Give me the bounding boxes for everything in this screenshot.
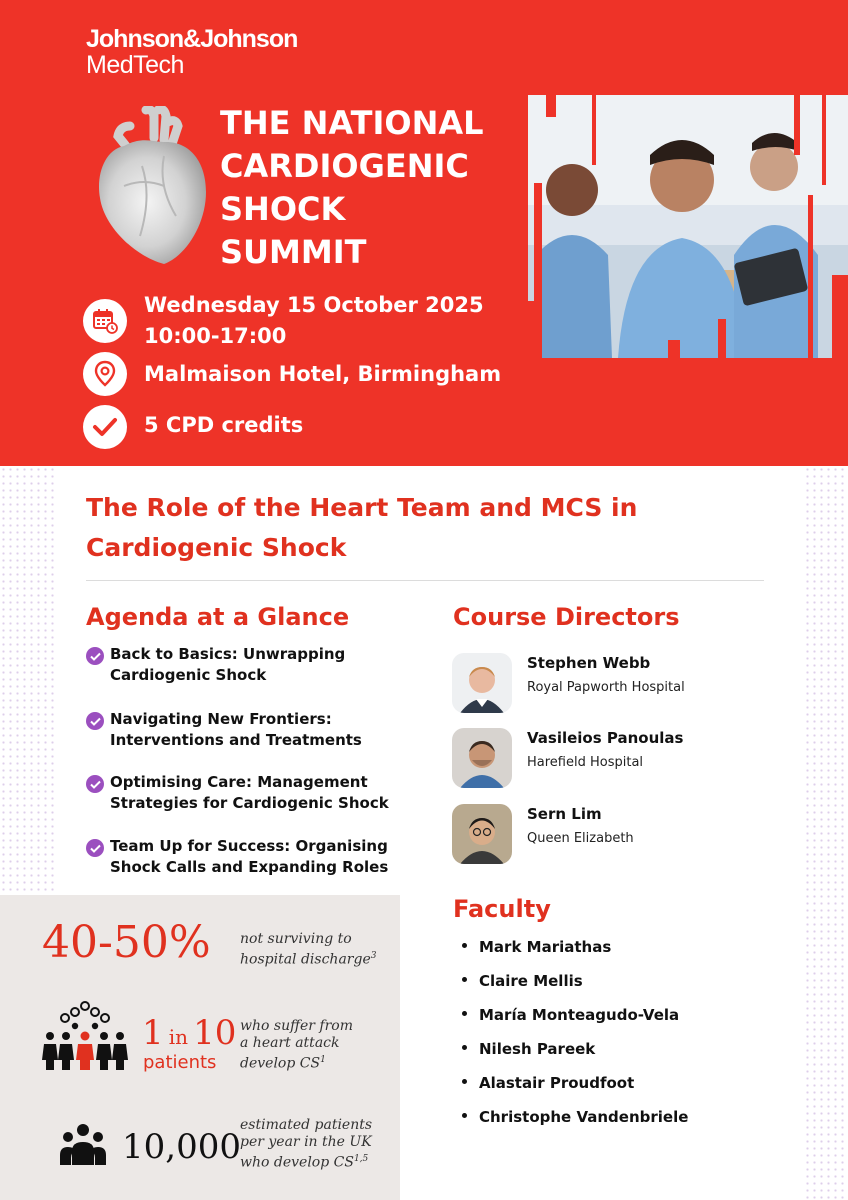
cpd-credits: 5 CPD credits xyxy=(144,413,304,437)
faculty-name: Nilesh Pareek xyxy=(479,1040,596,1058)
stat-ref: 1,5 xyxy=(353,1154,369,1164)
stat-ratio-den: 10 xyxy=(193,1013,237,1053)
event-time: 10:00-17:00 xyxy=(144,324,287,348)
directors-heading: Course Directors xyxy=(453,603,680,631)
agenda-item xyxy=(86,836,406,878)
decorative-dots-right xyxy=(804,466,848,1200)
faculty-name: María Monteagudo-Vela xyxy=(479,1006,680,1024)
stat-ratio-in: in xyxy=(168,1025,189,1049)
event-subtitle: The Role of the Heart Team and MCS in Cardiogenic Shock xyxy=(86,493,638,562)
location-pin-icon xyxy=(83,352,127,396)
people-icon xyxy=(60,1123,106,1165)
director-name: Vasileios Panoulas xyxy=(527,729,684,747)
title-line: SHOCK xyxy=(220,190,346,228)
people-group-icon xyxy=(42,1000,128,1070)
stat-ratio-desc xyxy=(240,1018,353,1073)
agenda-item-line: Team Up for Success: Organising xyxy=(110,837,388,855)
faculty-member xyxy=(462,1074,634,1092)
event-title xyxy=(220,102,484,274)
check-icon xyxy=(86,647,104,665)
agenda-item-line: Optimising Care: Management xyxy=(110,773,368,791)
event-venue: Malmaison Hotel, Birmingham xyxy=(144,362,502,386)
check-icon xyxy=(86,839,104,857)
agenda-heading: Agenda at a Glance xyxy=(86,603,350,631)
stat-line: not surviving to xyxy=(240,931,352,947)
faculty-heading: Faculty xyxy=(453,895,551,923)
stat-line: per year in the UK xyxy=(240,1134,372,1150)
stat-line: estimated patients xyxy=(240,1117,373,1133)
faculty-member xyxy=(462,972,583,990)
heart-illustration xyxy=(94,106,212,266)
director-hospital: Harefield Hospital xyxy=(527,755,644,770)
director-name: Sern Lim xyxy=(527,805,602,823)
avatar xyxy=(452,653,512,713)
title-line: THE NATIONAL xyxy=(220,104,484,142)
checkmark-icon xyxy=(83,405,127,449)
stat-line: hospital discharge xyxy=(240,951,371,968)
title-line: SUMMIT xyxy=(220,233,367,271)
agenda-item xyxy=(86,772,406,814)
stat-ratio xyxy=(142,1013,236,1053)
faculty-name: Claire Mellis xyxy=(479,972,583,990)
decorative-dots-left xyxy=(0,466,54,896)
stat-ref: 1 xyxy=(320,1055,326,1065)
stat-ref: 3 xyxy=(370,951,377,961)
agenda-item xyxy=(86,709,406,751)
director-hospital: Queen Elizabeth xyxy=(527,831,634,846)
stat-annual-value: 10,000 xyxy=(122,1127,241,1167)
stat-line: develop CS xyxy=(240,1055,321,1072)
title-line: CARDIOGENIC xyxy=(220,147,469,185)
brand-name: Johnson&Johnson xyxy=(86,25,298,53)
agenda-item-line: Back to Basics: Unwrapping xyxy=(110,645,346,663)
faculty-name: Alastair Proudfoot xyxy=(479,1074,635,1092)
stat-annual-desc xyxy=(240,1117,372,1172)
check-icon xyxy=(86,712,104,730)
faculty-member xyxy=(462,938,611,956)
faculty-name: Mark Mariathas xyxy=(479,938,612,956)
faculty-member xyxy=(462,1108,688,1126)
stat-ratio-num: 1 xyxy=(142,1013,164,1053)
check-icon xyxy=(86,775,104,793)
stat-line: who suffer from xyxy=(240,1018,354,1034)
agenda-item-line: Interventions and Treatments xyxy=(110,731,362,749)
stats-panel xyxy=(0,895,400,1200)
agenda-item xyxy=(86,644,406,686)
avatar xyxy=(452,804,512,864)
agenda-item-line: Cardiogenic Shock xyxy=(110,666,267,684)
stat-survival-desc xyxy=(240,931,376,969)
calendar-icon xyxy=(83,299,127,343)
faculty-name: Christophe Vandenbriele xyxy=(479,1108,689,1126)
agenda-item-line: Strategies for Cardiogenic Shock xyxy=(110,794,389,812)
stat-ratio-unit: patients xyxy=(143,1052,217,1073)
event-photo xyxy=(522,95,848,358)
divider xyxy=(86,580,764,581)
brand-logo xyxy=(86,27,297,78)
director-hospital: Royal Papworth Hospital xyxy=(527,680,685,695)
director-name: Stephen Webb xyxy=(527,654,651,672)
agenda-item-line: Shock Calls and Expanding Roles xyxy=(110,858,389,876)
event-date: Wednesday 15 October 2025 xyxy=(144,293,484,317)
brand-division: MedTech xyxy=(86,51,184,79)
stat-line: who develop CS xyxy=(240,1154,354,1171)
hero-banner xyxy=(0,0,848,466)
stat-line: a heart attack xyxy=(240,1035,340,1051)
faculty-member xyxy=(462,1040,595,1058)
avatar xyxy=(452,728,512,788)
faculty-member xyxy=(462,1006,679,1024)
stat-survival-value: 40-50% xyxy=(42,917,211,968)
agenda-item-line: Navigating New Frontiers: xyxy=(110,710,332,728)
